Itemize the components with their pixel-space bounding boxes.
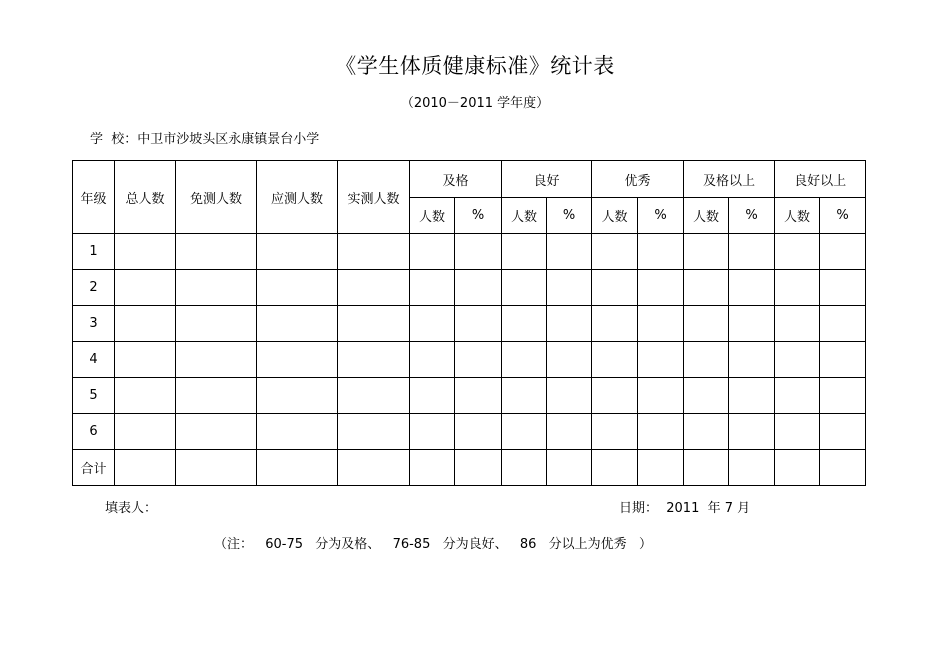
table-cell [176, 234, 257, 270]
table-cell [176, 450, 257, 486]
table-cell [338, 342, 410, 378]
table-cell [455, 450, 502, 486]
table-cell [115, 450, 176, 486]
table-cell [729, 306, 775, 342]
table-cell [547, 378, 592, 414]
subheader-percent: % [729, 198, 775, 234]
table-cell [410, 234, 455, 270]
table-cell [638, 234, 684, 270]
table-row [73, 306, 866, 342]
table-cell [410, 342, 455, 378]
table-cell [502, 342, 547, 378]
table-cell [684, 378, 729, 414]
table-cell [775, 234, 820, 270]
table-cell [684, 342, 729, 378]
row-grade-label: 合计 [73, 450, 115, 486]
table-cell [547, 306, 592, 342]
header-pass-above: 及格以上 [684, 161, 775, 198]
table-cell [115, 270, 176, 306]
table-cell [820, 270, 866, 306]
table-cell [638, 414, 684, 450]
table-row [73, 414, 866, 450]
table-cell [455, 342, 502, 378]
table-cell [257, 306, 338, 342]
table-cell [115, 342, 176, 378]
table-cell [257, 342, 338, 378]
table-cell [257, 378, 338, 414]
table-cell [729, 342, 775, 378]
row-grade-label: 5 [73, 378, 115, 414]
header-total: 总人数 [115, 161, 176, 234]
row-grade-label: 2 [73, 270, 115, 306]
table-cell [338, 450, 410, 486]
table-cell [775, 414, 820, 450]
table-cell [684, 414, 729, 450]
table-cell [502, 234, 547, 270]
statistics-table [72, 160, 866, 486]
table-cell [592, 342, 638, 378]
table-cell [455, 378, 502, 414]
header-exempt: 免测人数 [176, 161, 257, 234]
table-cell [820, 234, 866, 270]
grading-note: （注： 60-75 分为及格、 76-85 分为良好、 86 分以上为优秀 ） [214, 537, 652, 552]
table-cell [684, 450, 729, 486]
subheader-count: 人数 [684, 198, 729, 234]
table-cell [592, 378, 638, 414]
table-cell [410, 450, 455, 486]
table-cell [684, 306, 729, 342]
table-cell [775, 270, 820, 306]
table-cell [729, 450, 775, 486]
table-cell [338, 234, 410, 270]
row-grade-label: 1 [73, 234, 115, 270]
row-grade-label: 6 [73, 414, 115, 450]
table-cell [592, 270, 638, 306]
table-cell [176, 342, 257, 378]
header-actual-test: 实测人数 [338, 161, 410, 234]
subheader-count: 人数 [592, 198, 638, 234]
table-cell [115, 414, 176, 450]
table-cell [547, 270, 592, 306]
table-cell [410, 270, 455, 306]
table-cell [338, 378, 410, 414]
table-cell [638, 342, 684, 378]
table-cell [638, 270, 684, 306]
header-good-above: 良好以上 [775, 161, 866, 198]
date-label: 日期： 2011 年 7 月 [619, 501, 751, 516]
table-cell [592, 306, 638, 342]
table-cell [547, 414, 592, 450]
header-grade: 年级 [73, 161, 115, 234]
table-cell [455, 270, 502, 306]
subheader-percent: % [820, 198, 866, 234]
header-should-test: 应测人数 [257, 161, 338, 234]
table-cell [547, 234, 592, 270]
table-cell [115, 234, 176, 270]
row-grade-label: 3 [73, 306, 115, 342]
table-cell [176, 378, 257, 414]
table-cell [176, 414, 257, 450]
table-cell [455, 306, 502, 342]
table-row [73, 270, 866, 306]
table-row [73, 234, 866, 270]
table-cell [547, 450, 592, 486]
table-cell [638, 306, 684, 342]
subheader-percent: % [638, 198, 684, 234]
table-cell [502, 270, 547, 306]
table-cell [729, 414, 775, 450]
table-cell [410, 414, 455, 450]
table-cell [502, 306, 547, 342]
table-cell [176, 270, 257, 306]
table-cell [257, 450, 338, 486]
table-cell [820, 306, 866, 342]
table-cell [775, 450, 820, 486]
table-cell [176, 306, 257, 342]
table-row [73, 450, 866, 486]
table-cell [684, 270, 729, 306]
school-line: 学 校：中卫市沙坡头区永康镇景台小学 [90, 132, 320, 147]
table-cell [638, 378, 684, 414]
table-row [73, 378, 866, 414]
table-cell [547, 342, 592, 378]
header-pass: 及格 [410, 161, 502, 198]
table-cell [729, 270, 775, 306]
table-cell [455, 234, 502, 270]
table-cell [592, 450, 638, 486]
table-cell [338, 414, 410, 450]
subheader-count: 人数 [502, 198, 547, 234]
table-cell [455, 414, 502, 450]
table-cell [257, 270, 338, 306]
table-cell [257, 414, 338, 450]
table-cell [638, 450, 684, 486]
document-title: 《学生体质健康标准》统计表 [335, 54, 615, 78]
table-cell [820, 342, 866, 378]
table-cell [502, 450, 547, 486]
table-cell [775, 342, 820, 378]
table-row [73, 342, 866, 378]
document-subtitle: （2010－2011 学年度） [400, 96, 550, 111]
table-cell [115, 306, 176, 342]
table-cell [820, 378, 866, 414]
table-cell [775, 306, 820, 342]
table-cell [502, 414, 547, 450]
table-cell [729, 234, 775, 270]
table-cell [820, 414, 866, 450]
header-row-1 [73, 161, 866, 198]
table-cell [257, 234, 338, 270]
table-cell [775, 378, 820, 414]
table-cell [592, 414, 638, 450]
table-cell [115, 378, 176, 414]
table-cell [502, 378, 547, 414]
table-cell [338, 270, 410, 306]
table-cell [410, 378, 455, 414]
subheader-count: 人数 [410, 198, 455, 234]
table-cell [410, 306, 455, 342]
header-excellent: 优秀 [592, 161, 684, 198]
table-cell [820, 450, 866, 486]
table-cell [684, 234, 729, 270]
subheader-percent: % [455, 198, 502, 234]
subheader-percent: % [547, 198, 592, 234]
header-good: 良好 [502, 161, 592, 198]
filler-label: 填表人： [105, 501, 158, 516]
subheader-count: 人数 [775, 198, 820, 234]
table-cell [338, 306, 410, 342]
table-cell [592, 234, 638, 270]
row-grade-label: 4 [73, 342, 115, 378]
table-cell [729, 378, 775, 414]
